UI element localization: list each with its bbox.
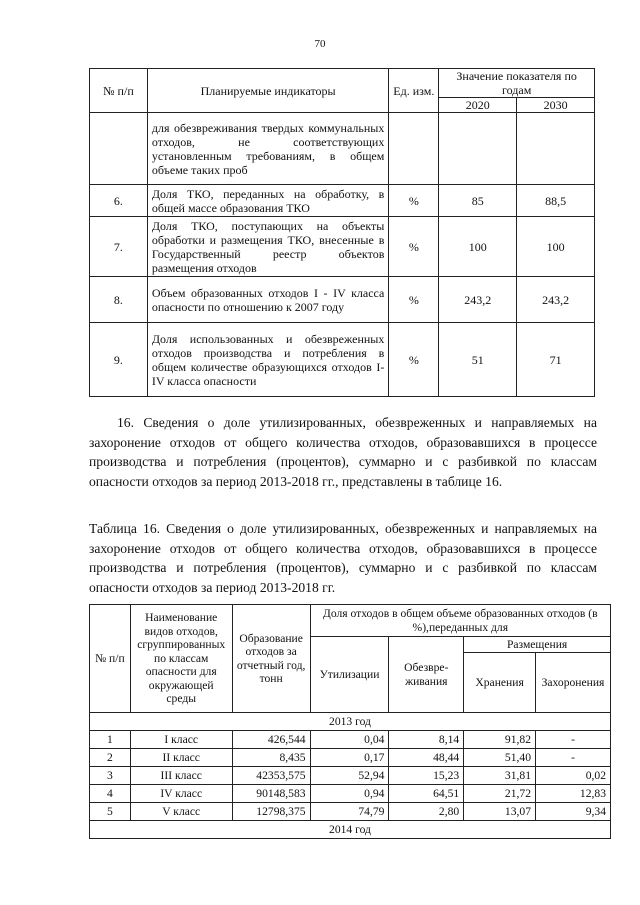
header-unit: Ед. изм. bbox=[389, 69, 439, 113]
header-year-2030: 2030 bbox=[517, 98, 595, 113]
header-num: № п/п bbox=[90, 605, 131, 713]
table-row: 6. Доля ТКО, переданных на обработку, в общей массе образования ТКО % 85 88,5 bbox=[90, 185, 595, 217]
indicator-text: для обезвреживания твердых коммунальных отходов, не соответствующих установленным требованиям, в общем объеме таких проб bbox=[147, 113, 389, 185]
header-value: Значение показателя по годам bbox=[439, 69, 595, 98]
header-storage: Хранения bbox=[464, 653, 536, 713]
table-16-caption: Таблица 16. Сведения о доле утилизированных, обезвреженных и направляемых на захоронение отходов от общего количества отходов, образовавшихся в процессе производства и потребления (процентов), суммарно и с разбивкой по классам опасности отходов за период 2013-2018 гг. bbox=[89, 521, 597, 595]
header-waste-name: Наименование видов отходов, сгруппированных по классам опасности для окружающей среды bbox=[130, 605, 232, 713]
header-share: Доля отходов в общем объеме образованных отходов (в %),переданных для bbox=[310, 605, 610, 637]
indicators-table bbox=[89, 68, 595, 397]
table-row: 8. Объем образованных отходов I - IV класса опасности по отношению к 2007 году % 243,2 243,2 bbox=[90, 277, 595, 323]
table-row: 3 III класс 42353,575 52,94 15,23 31,81 0,02 bbox=[90, 767, 611, 785]
table-row: 5 V класс 12798,375 74,79 2,80 13,07 9,34 bbox=[90, 803, 611, 821]
header-formed: Образование отходов за отчетный год, тонн bbox=[232, 605, 310, 713]
header-num: № п/п bbox=[90, 69, 148, 113]
header-placement: Размещения bbox=[464, 637, 611, 653]
indicator-text: Доля использованных и обезвреженных отходов производства и потребления в общем количестве образующихся отходов I-IV класса опасности bbox=[147, 323, 389, 397]
year-row-2014: 2014 год bbox=[90, 821, 611, 839]
indicator-text: Объем образованных отходов I - IV класса опасности по отношению к 2007 году bbox=[147, 277, 389, 323]
table-row: 9. Доля использованных и обезвреженных отходов производства и потребления в общем количестве образующихся отходов I-IV класса опасности % 51 71 bbox=[90, 323, 595, 397]
indicator-text: Доля ТКО, поступающих на объекты обработки и размещения ТКО, внесенные в Государственный реестр объектов размещения отходов bbox=[147, 217, 389, 277]
header-year-2020: 2020 bbox=[439, 98, 517, 113]
paragraph-16: 16. Сведения о доле утилизированных, обезвреженных и направляемых на захоронение отходов от общего количества отходов, образовавшихся в процессе производства и потребления (процентов), суммарно и с разбивкой по классам опасности отходов за период 2013-2018 гг., представлены в таблице 16. bbox=[89, 415, 597, 489]
table-row bbox=[90, 113, 595, 185]
table-row: 7. Доля ТКО, поступающих на объекты обработки и размещения ТКО, внесенные в Государственный реестр объектов размещения отходов % 100 100 bbox=[90, 217, 595, 277]
page-number: 70 bbox=[314, 38, 326, 50]
header-burial: Захоронения bbox=[536, 653, 611, 713]
table-row: 4 IV класс 90148,583 0,94 64,51 21,72 12,83 bbox=[90, 785, 611, 803]
table-16 bbox=[89, 604, 611, 839]
table-row: 1 I класс 426,544 0,04 8,14 91,82 - bbox=[90, 731, 611, 749]
table-row: 2 II класс 8,435 0,17 48,44 51,40 - bbox=[90, 749, 611, 767]
header-utilization: Утилизации bbox=[310, 637, 389, 713]
header-neutralization: Обезвре-живания bbox=[389, 637, 464, 713]
indicator-text: Доля ТКО, переданных на обработку, в общей массе образования ТКО bbox=[147, 185, 389, 217]
header-indicator: Планируемые индикаторы bbox=[147, 69, 389, 113]
year-row-2013: 2013 год bbox=[90, 713, 611, 731]
